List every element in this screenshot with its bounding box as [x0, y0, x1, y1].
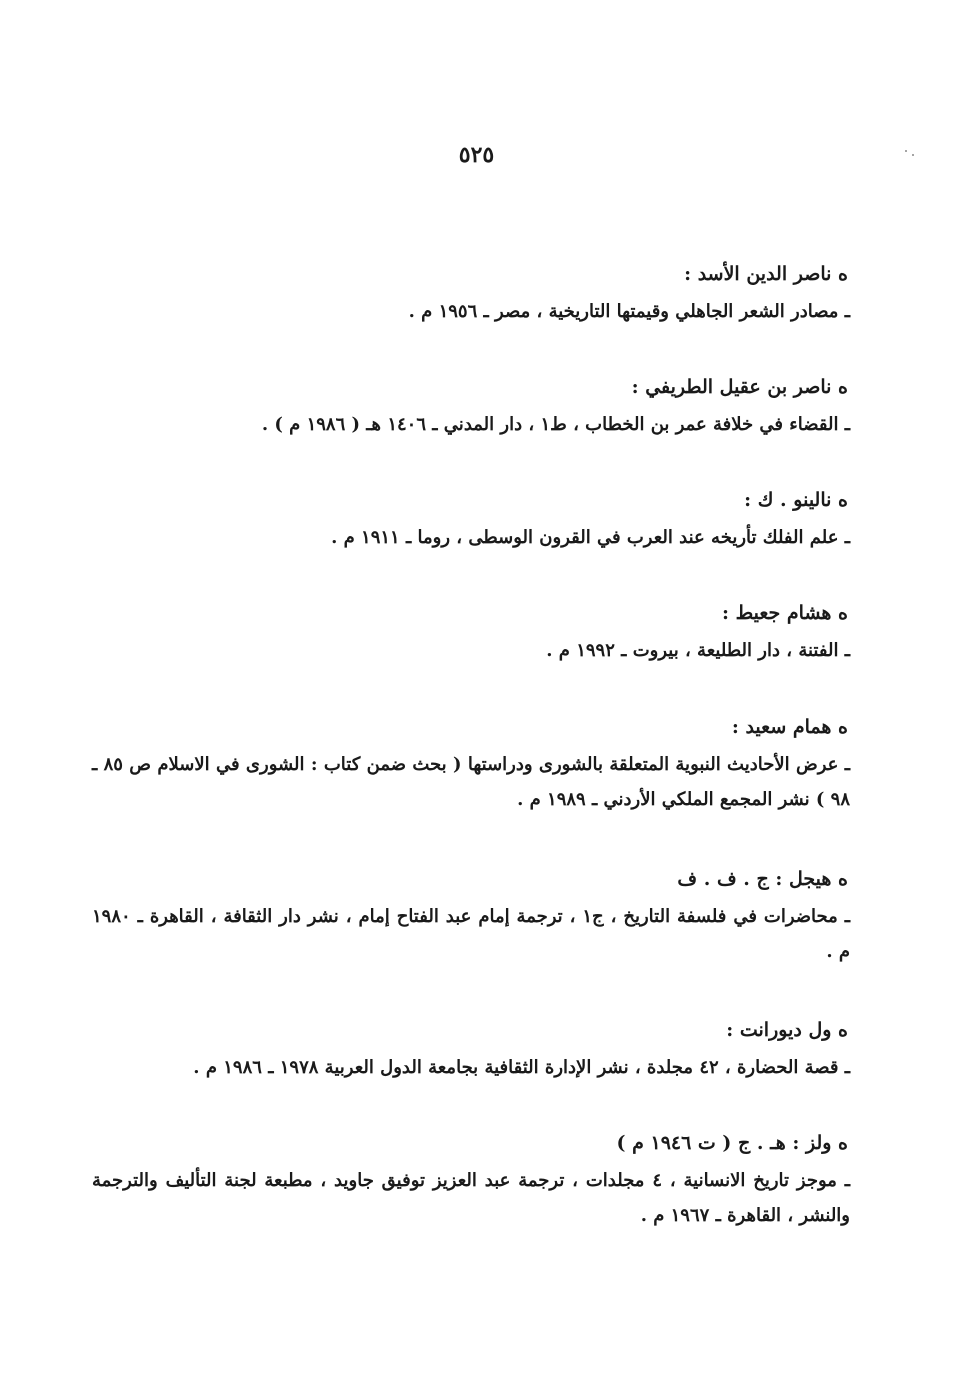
bibliography-entry — [92, 707, 850, 817]
entry-work: ـ قصة الحضارة ، ٤٢ مجلدة ، نشر الإدارة الثقافية بجامعة الدول العربية ١٩٧٨ ـ ١٩٨٦ م . — [193, 1057, 850, 1078]
entry-author: ه ناصر الدين الأسد : — [684, 263, 848, 285]
entry-work: ـ الفتنة ، دار الطليعة ، بيروت ـ ١٩٩٢ م . — [546, 640, 850, 661]
bibliography-entry — [92, 859, 850, 969]
entry-author: ه ناصر بن عقيل الطريفي : — [631, 376, 848, 398]
entry-author: ه هيجل : ج . ف . ف — [677, 868, 848, 890]
entry-work: ـ محاضرات في فلسفة التاريخ ، ج١ ، ترجمة إمام عبد الفتاح إمام ، نشر دار الثقافة ، القاهرة ـ ١٩٨٠ م . — [92, 906, 850, 962]
entry-work: ـ مصادر الشعر الجاهلي وقيمتها التاريخية ، مصر ـ ١٩٥٦ م . — [408, 301, 850, 322]
bibliography-entry — [92, 367, 850, 442]
entry-author: ه ولز : هـ . ج ( ت ١٩٤٦ م ) — [616, 1132, 848, 1154]
scan-speck — [912, 154, 914, 156]
entry-work: ـ القضاء في خلافة عمر بن الخطاب ، ط١ ، دار المدني ـ ١٤٠٦ هـ ( ١٩٨٦ م ) . — [261, 414, 850, 435]
entry-work: ـ عرض الأحاديث النبوية المتعلقة بالشورى ودراستها ( بحث ضمن كتاب : الشورى في الاسلام ص ٨٥ ـ ٩٨ ) نشر المجمع الملكي الأردني ـ ١٩٨٩ م . — [92, 754, 851, 810]
bibliography-entry — [92, 480, 850, 555]
entry-work: ـ علم الفلك تأريخه عند العرب في القرون الوسطى ، روما ـ ١٩١١ م . — [331, 527, 850, 548]
entry-author: ه ول ديورانت : — [726, 1019, 848, 1041]
bibliography-entry — [92, 254, 850, 329]
entry-author: ه همام سعيد : — [731, 716, 848, 738]
entry-author: ه نالينو . ك : — [744, 489, 848, 511]
scan-speck — [905, 150, 907, 152]
entry-work: ـ موجز تاريخ الانسانية ، ٤ مجلدات ، ترجمة عبد العزيز توفيق جاويد ، مطبعة لجنة التأليف والترجمة والنشر ، القاهرة ـ ١٩٦٧ م . — [92, 1170, 851, 1226]
page-number: ٥٢٥ — [458, 142, 495, 168]
entry-author: ه هشام جعيط : — [721, 602, 848, 624]
bibliography-entry — [92, 1010, 850, 1085]
bibliography-entry — [92, 593, 850, 668]
bibliography-entry — [92, 1123, 850, 1233]
